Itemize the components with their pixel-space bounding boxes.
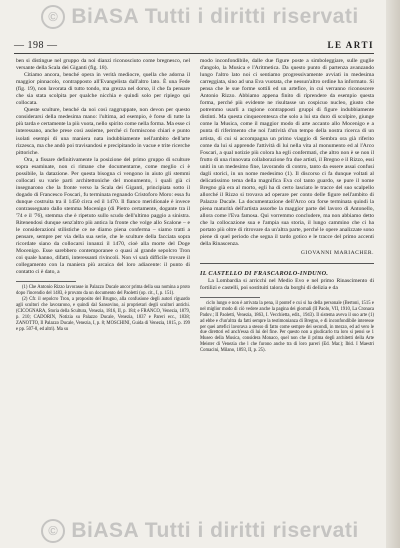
left-paragraph: Queste sculture, benché da noi così raggruppate, non devon per questo considerarsi della medesima mano: l'ultima, ad esempio, è forse di tutte la più tarda e certamente la più vuota, nello spirito come nella forma. Ma esse ci interessano, anche prese così assieme, perché ci formiscono chiari e punto isolati esempi di una maniera nata indubbiamente nell'ambito dell'arte rizzesca, ma che andò poi travisandosi e precipitando in vacue e trite ricerche pittoriche. [16,107,190,156]
watermark-bottom-text: BiASA Tutti i diritti riservati [71,519,359,542]
footnote-divider [200,297,260,298]
right-paragraph: modo inconfondibile, dalle due figure poste a simboleggiare, sulle guglie d'angolo, la Musica e l'Aritmetica. Da questo punto di partenza avanzando lungo l'altro lato noi ci sentiamo progressivamente avviati in medesima carreggiata, sino ad una Eva vuotata, che nessun'altro ordine ha informato. Si pensa che le sue forme sottili ed un artefice, in cui verranno riconoscere Antonio Rizzo. Abbiamo appena finito di riprendere da esempio questa forma, perché più evidente ne risultasse un cospicuo nucleo, giusto che potremmo usarli a ragione contrapposti gruppi di figure indubbiamente distinti. Ma questa cinquecentesca che solo a lui sta duro di scolpire, giunge come la Musica, come il maggior modo di arte accanto allo Mocenigo e a punta di riferimento che noi l'attività d'un tempo della nostra ricerca di un artista, di cui si accompagna un primo viaggio di Sembra ora già riferito come da lui si apprende l'attività di lui nella vita al monumento ed al l'Arco Foscari, a qual notizie più colora ha egli confermati, che altro non è se non il frutto di una rinnovata collaborazione fra due artisti, il Bregno e il Rizzo, essi uniti in un medesimo fine, lavorando di contro, tanto da essere assai confusi dagli storici, in un nome medesimo (1). Il discorso ci fa dunque voltati al delicatissimo tema della magnifica Eva col tanto guardo, se pure il nome Bregno già era al morto, egli ha di certo lasciato le tracce del suo scalpello allorché il Rizzo si trovava ad operare per conto delle figure nell'ambito di Palazzo Ducale. La documentazione dell'Arco ora forse terminata quindi la piena maturità dell'artista assorbe la maggior parte del lavoro di Antonello, allora come l'Eva famosa. Qui vorremmo concludere, ma non abbiamo detto che la collocazione sua e l'ampia sua storia, il lungo cammino che ci ha portato più oltre di ritrovare da un'altra parte, perché le opere analizzate sono piene di quel periodo che segna il tardo gotico e le tracce del primo accenti della Rinascenza. [200,58,374,248]
footnote-divider [16,281,76,282]
footnote: (2) Cfr. il sepolcro Tron, a proposito del Brugno, alla confusione degli autori riguardo agli scultori che lavorarono, e quindi dal Sansovino, ai proprietari degli scultori antichi. (CICOGNARA, Storia della Scultura, Venezia, 1816, II, p. 184; e FRANCO, Venezia, 1879, p. 210; CADORIN, Notizia su Palazzo Ducale, Venezia, 1837 e Pareri ecc., 1838; ZANOTTO, Il Palazzo Ducale, Venezia, I, p. 8; MOSCHINI, Guida di Venezia, 1815, p. 199 e pp. 507-8, ed altri). Ma su [16,297,190,332]
footnote: (1) Che Antonio Rizzo lavorasse in Palazzo Ducale ancor prima della sua nomina a proto dopo l'incendio del 1483, è provato da un documento del Paoletti (op. cit., I, p. 151). [16,285,190,297]
left-paragraph: Citiamo ancora, benché opera in verità mediocre, quella che adorna il maggior pinnacolo, contrapposto all'Evangelista dall'altro lato. È una Fede (fig. 19), non lavorata di tutto tondo, ma grezza nel dorso, il che fa pensare che sia stata scolpita per qualche nicchia e quindi solo per ripiego qui collocata. [16,72,190,107]
footnote: ciclo lungo e non è arrivata la pena, il pontef e cui si ha della personale (Bertoni, 1515 e nel miglior modo di ciò vedere anche la pagina dei giornali (II Paolo, VII, 1910, La Cronaca Padov.; II Paoletti, Venezia, 1863, I. Vecchietta, edit., 1943). Il sistema aveva il suo arte (1) ad ebbe e d'un'altra da fatti sempre la testimonianza di Bregno, e di inconfondibile interesse per quei artefici lavorava a stesso di fatto come sempre dei secondi, in mezzo, ed ad vero le due direttori ed anch'essa di lui del fine. Per questo non a giudicarlo tra loro si pensi se 1 Museo della Musica, considera Monaco, quel non che il prima degli architetti della Arte Meister di Venezia che l che furono anche tra di loro pareri (Ed. Mar.); Ibid. I Maestri Comacini, Milano, 1893, II, p. 25). [200,300,374,354]
biasa-logo-icon: © [41,5,65,29]
watermark-top-text: BiASA Tutti i diritti riservati [71,5,359,28]
right-footnotes [200,301,374,354]
page-header [14,40,374,54]
running-title: LE ARTI [327,40,374,50]
left-footnotes [16,285,190,332]
right-column [200,58,374,354]
left-column [16,58,190,333]
page-binding-edge [386,0,400,548]
section-paragraph: La Lombardia si arricchì nel Medio Evo e nel primo Rinascimento di fortilizi e castelli, poi sostituiti talora da borghi di delizia e da [200,277,374,291]
page-number: — 198 — [14,40,58,51]
section-title: IL CASTELLO DI FRASCAROLO-INDUNO. [200,270,329,278]
left-paragraph: ben si distingue nel gruppo da noi dianzi riconosciuto come bregnesco, nel versante della Scala dei Giganti (fig. 18). [16,58,190,72]
watermark-top [0,0,400,34]
section-divider [200,263,374,264]
author-signature: GIOVANNI MARIACHER. [300,250,374,257]
left-paragraph: Ora, a fissare definitivamente la posizione del primo gruppo di sculture sopra esaminate, non ci rimane che documentarne, come meglio ci è possibile, la datazione. Per questa bisogna ci vengono in aiuto gli stemmi collocati su varie parti architettoniche del monumento, i quali già ci insegnarono che la fronte verso la Scala dei Giganti, principiata sotto il dogado di Francesco Foscari, fu terminata regnando Cristoforo Moro: essa fu dunque costruita tra il 1450 circa ed il 1470. Il fianco meridionale è invece contrassegnato dallo stemma Mocenigo (di Pietro certamente, dogante tra il '74 e il '76), stemma che è ripetuto sullo scudo dell'ultimo paggio a sinistra. Ritenendosi dunque senz'altro più antica la fronte che volge allo Scalone – e le considerazioni stilistiche ce ne diamo piena conferma – siamo tratti a pensare, sempre per via della sua serie, che le sculture della facciata sopra ricordate siano da collocarsi innanzi il 1470, cioè alla morte del Doge Mocenigo. Esse sarebbero contemporanee o quasi al grande sepolcro Tron coi quale hanno, difatti, interessanti rivincoli. Non vi sarà difficile trovare il collegamento con la maniera più arcaica del loro adiacente: il punto di contatto ci è dato, a [16,156,190,276]
biasa-logo-icon: © [41,519,65,543]
watermark-bottom [0,514,400,548]
